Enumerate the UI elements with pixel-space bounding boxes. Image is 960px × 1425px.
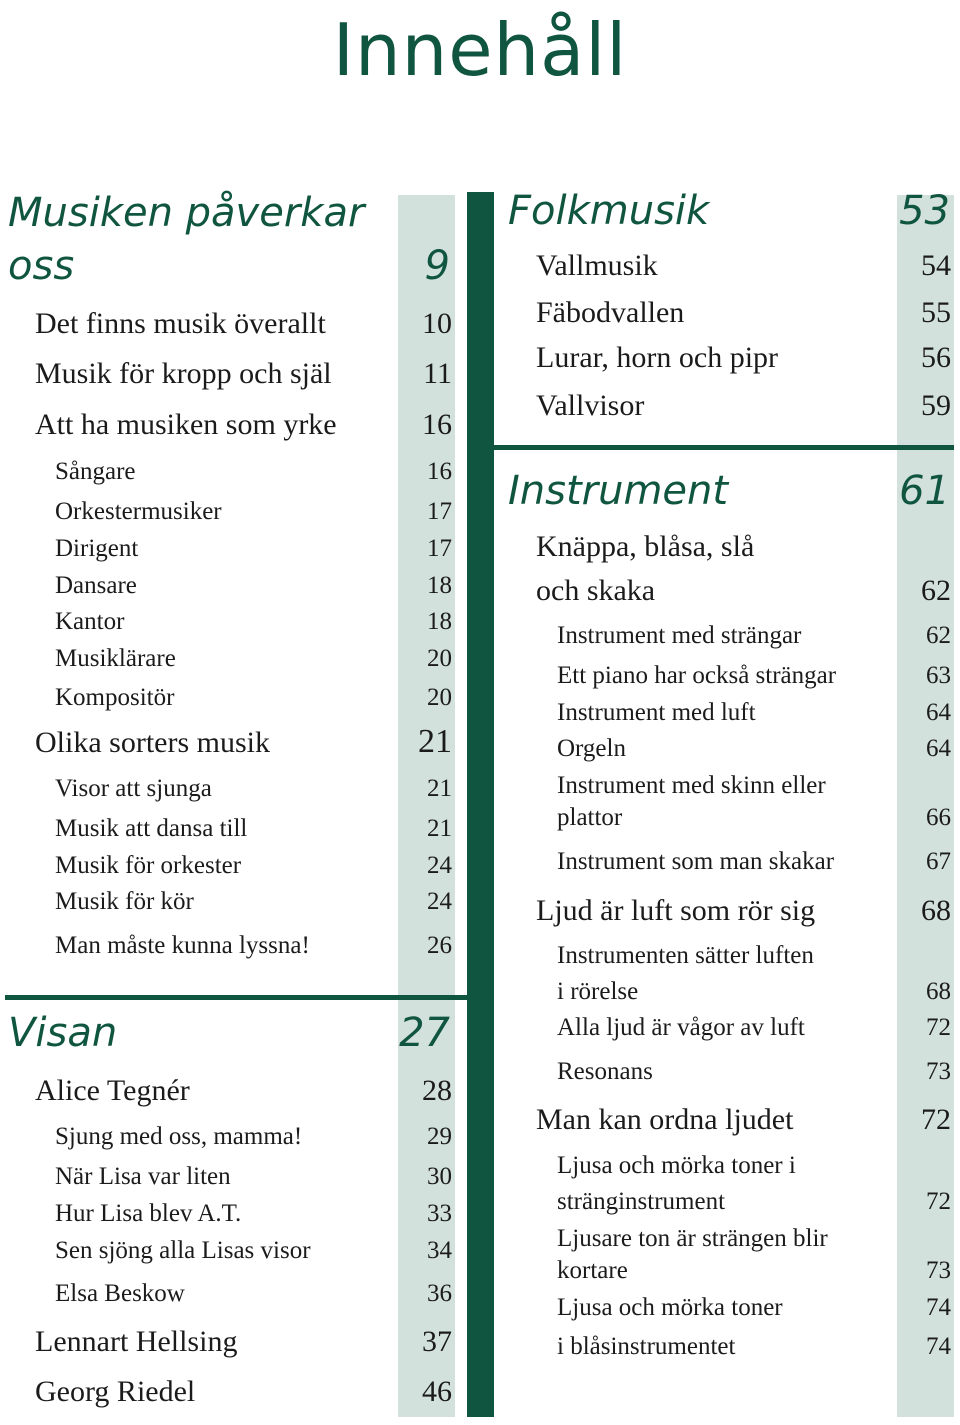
page-number: 68 xyxy=(921,894,951,927)
toc-entry[interactable] xyxy=(557,663,951,703)
page-number: 21 xyxy=(418,723,452,760)
entry-label: Olika sorters musik xyxy=(35,726,270,759)
entry-label: Ljusa och mörka toner xyxy=(557,1294,783,1321)
entry-label: Instrument med strängar xyxy=(557,622,802,649)
toc-entry[interactable] xyxy=(35,1076,452,1116)
toc-entry[interactable] xyxy=(536,896,951,936)
entry-label: Fäbodvallen xyxy=(536,296,685,329)
toc-entry[interactable] xyxy=(557,1334,951,1374)
page-number: 10 xyxy=(422,307,452,340)
page-number: 74 xyxy=(926,1294,951,1321)
page-number: 72 xyxy=(926,1188,951,1215)
entry-label: Sångare xyxy=(55,458,136,485)
page-number: 63 xyxy=(926,662,951,689)
section-title: oss xyxy=(8,243,75,289)
page-number: 24 xyxy=(427,888,452,915)
toc-entry[interactable] xyxy=(536,576,951,616)
entry-label: Instrument med luft xyxy=(557,699,756,726)
toc-entry[interactable] xyxy=(35,1377,452,1417)
entry-label: Det finns musik överallt xyxy=(35,307,326,340)
page-number: 55 xyxy=(921,296,951,329)
toc-entry[interactable] xyxy=(35,723,452,768)
toc-entry[interactable] xyxy=(536,251,951,291)
column-divider xyxy=(467,192,494,1417)
toc-entry[interactable] xyxy=(55,499,452,539)
section-visan[interactable] xyxy=(8,1010,450,1056)
page-number: 61 xyxy=(899,468,950,514)
toc-entry[interactable] xyxy=(55,646,452,686)
entry-label: Musiklärare xyxy=(55,645,176,672)
entry-label: och skaka xyxy=(536,574,656,607)
page-number: 46 xyxy=(422,1375,452,1408)
page-number: 56 xyxy=(921,341,951,374)
section-rule-visan xyxy=(5,995,467,1000)
page-number: 20 xyxy=(427,684,452,711)
page-number: 30 xyxy=(427,1163,452,1190)
toc-entry[interactable] xyxy=(35,410,452,450)
toc-entry[interactable] xyxy=(557,979,951,1019)
toc-entry[interactable] xyxy=(536,391,951,431)
page-number: 67 xyxy=(926,848,951,875)
section-instrument[interactable] xyxy=(508,468,950,514)
toc-entry[interactable] xyxy=(557,1015,951,1055)
toc-entry[interactable] xyxy=(55,1281,452,1321)
page-number: 17 xyxy=(427,498,452,525)
section-rule-instrument xyxy=(494,445,954,450)
entry-label: Instrument som man skakar xyxy=(557,848,835,875)
section-musiken-line2[interactable] xyxy=(8,243,450,289)
page-number: 33 xyxy=(427,1200,452,1227)
toc-entry[interactable] xyxy=(557,700,951,740)
entry-label: Musik för kropp och själ xyxy=(35,357,332,390)
page-number: 29 xyxy=(427,1123,452,1150)
page-number: 64 xyxy=(926,735,951,762)
page-number: 16 xyxy=(427,458,452,485)
page-number: 20 xyxy=(427,645,452,672)
section-title: Instrument xyxy=(508,468,729,514)
toc-entry[interactable] xyxy=(55,1164,452,1204)
page-number: 72 xyxy=(926,1014,951,1041)
entry-label: Musik att dansa till xyxy=(55,815,248,842)
entry-label: Att ha musiken som yrke xyxy=(35,408,337,441)
page-number: 68 xyxy=(926,978,951,1005)
entry-label: Dirigent xyxy=(55,535,139,562)
entry-label: Ett piano har också strängar xyxy=(557,662,837,689)
entry-label: Vallvisor xyxy=(536,389,645,422)
toc-entry[interactable] xyxy=(55,1238,452,1278)
entry-label: Alice Tegnér xyxy=(35,1074,190,1107)
page-number: 16 xyxy=(422,408,452,441)
toc-entry[interactable] xyxy=(557,1153,951,1193)
toc-entry[interactable] xyxy=(557,1189,951,1229)
entry-label: Musik för kör xyxy=(55,888,194,915)
toc-entry[interactable] xyxy=(557,1295,951,1335)
toc-entry[interactable] xyxy=(536,532,951,572)
entry-label: Resonans xyxy=(557,1058,653,1085)
toc-entry[interactable] xyxy=(35,359,452,399)
entry-label: plattor xyxy=(557,804,623,831)
page-number: 66 xyxy=(926,804,951,831)
entry-label: Man kan ordna ljudet xyxy=(536,1103,794,1136)
entry-label: Vallmusik xyxy=(536,249,658,282)
entry-label: Instrument med skinn eller xyxy=(557,772,826,799)
entry-label: Sjung med oss, mamma! xyxy=(55,1123,303,1150)
page-number: 53 xyxy=(899,188,950,234)
toc-entry[interactable] xyxy=(55,573,452,613)
section-folkmusik[interactable] xyxy=(508,188,950,234)
toc-entry[interactable] xyxy=(55,933,452,973)
toc-entry[interactable] xyxy=(55,459,452,499)
toc-entry[interactable] xyxy=(55,889,452,929)
page-number: 59 xyxy=(921,389,951,422)
page-number: 73 xyxy=(926,1257,951,1284)
entry-label: Orgeln xyxy=(557,735,626,762)
page-number: 18 xyxy=(427,608,452,635)
toc-entry[interactable] xyxy=(536,1105,951,1145)
page-number: 72 xyxy=(921,1103,951,1136)
entry-label: Kantor xyxy=(55,608,125,635)
section-title: Folkmusik xyxy=(508,188,710,234)
toc-entry[interactable] xyxy=(55,685,452,725)
entry-label: kortare xyxy=(557,1257,628,1284)
toc-entry[interactable] xyxy=(35,309,452,349)
page-number: 74 xyxy=(926,1333,951,1360)
page-number: 34 xyxy=(427,1237,452,1264)
page-number: 21 xyxy=(427,775,452,802)
page-title: Innehåll xyxy=(332,8,628,92)
toc-entry[interactable] xyxy=(536,343,951,383)
entry-label: Ljusare ton är strängen blir xyxy=(557,1225,828,1252)
entry-label: Kompositör xyxy=(55,684,175,711)
page-number: 24 xyxy=(427,852,452,879)
toc-entry[interactable] xyxy=(557,849,951,889)
toc-entry[interactable] xyxy=(35,1327,452,1367)
page-number: 36 xyxy=(427,1280,452,1307)
entry-label: Musik för orkester xyxy=(55,852,242,879)
page-number: 37 xyxy=(422,1325,452,1358)
page-number: 11 xyxy=(423,357,452,390)
entry-label: i blåsinstrumentet xyxy=(557,1333,736,1360)
page-number: 21 xyxy=(427,815,452,842)
toc-entry[interactable] xyxy=(55,816,452,856)
entry-label: i rörelse xyxy=(557,978,639,1005)
entry-label: Knäppa, blåsa, slå xyxy=(536,530,755,563)
toc-entry[interactable] xyxy=(557,1258,951,1298)
page-number: 18 xyxy=(427,572,452,599)
toc-entry[interactable] xyxy=(55,1124,452,1164)
page-number: 62 xyxy=(926,622,951,649)
page-number: 27 xyxy=(399,1010,450,1056)
toc-entry[interactable] xyxy=(55,853,452,893)
toc-entry[interactable] xyxy=(557,805,951,845)
entry-label: Lurar, horn och pipr xyxy=(536,341,779,374)
section-title: Musiken påverkar xyxy=(8,190,365,236)
page-number: 28 xyxy=(422,1074,452,1107)
toc-entry[interactable] xyxy=(557,1059,951,1099)
entry-label: När Lisa var liten xyxy=(55,1163,231,1190)
toc-entry[interactable] xyxy=(557,623,951,663)
entry-label: Georg Riedel xyxy=(35,1375,196,1408)
entry-label: Visor att sjunga xyxy=(55,775,212,802)
entry-label: Ljud är luft som rör sig xyxy=(536,894,816,927)
page-number: 73 xyxy=(926,1058,951,1085)
toc-entry[interactable] xyxy=(55,609,452,649)
toc-entry[interactable] xyxy=(55,1201,452,1241)
section-musiken[interactable] xyxy=(8,190,450,236)
page-number: 17 xyxy=(427,535,452,562)
entry-label: Hur Lisa blev A.T. xyxy=(55,1200,242,1227)
page-number: 9 xyxy=(424,243,450,289)
entry-label: Lennart Hellsing xyxy=(35,1325,238,1358)
entry-label: Sen sjöng alla Lisas visor xyxy=(55,1237,311,1264)
entry-label: Man måste kunna lyssna! xyxy=(55,932,310,959)
entry-label: Alla ljud är vågor av luft xyxy=(557,1014,805,1041)
entry-label: stränginstrument xyxy=(557,1188,726,1215)
toc-entry[interactable] xyxy=(55,776,452,816)
toc-entry[interactable] xyxy=(557,736,951,776)
entry-label: Dansare xyxy=(55,572,137,599)
section-title: Visan xyxy=(8,1010,118,1056)
page-number: 26 xyxy=(427,932,452,959)
entry-label: Elsa Beskow xyxy=(55,1280,185,1307)
entry-label: Instrumenten sätter luften xyxy=(557,942,814,969)
page-number: 54 xyxy=(921,249,951,282)
page-number: 62 xyxy=(921,574,951,607)
toc-entry[interactable] xyxy=(557,943,951,983)
entry-label: Orkestermusiker xyxy=(55,498,222,525)
entry-label: Ljusa och mörka toner i xyxy=(557,1152,796,1179)
toc-entry[interactable] xyxy=(536,298,951,338)
page-number: 64 xyxy=(926,699,951,726)
toc-entry[interactable] xyxy=(55,536,452,576)
